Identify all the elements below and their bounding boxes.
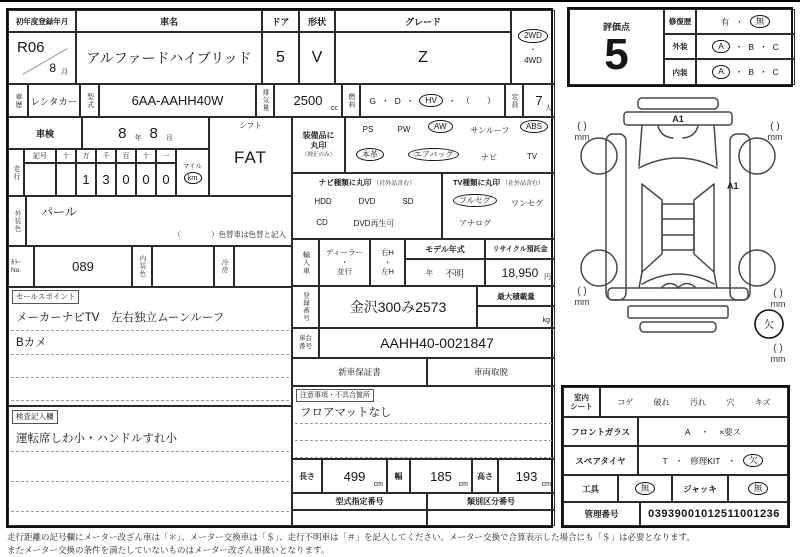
exterior-a-circled: A bbox=[712, 40, 730, 54]
warranty-cell: 新車保証書 bbox=[292, 358, 427, 386]
separator: ・ bbox=[734, 67, 744, 77]
payload-unit: kg bbox=[542, 317, 550, 324]
mm-unit-tr: mm bbox=[767, 132, 783, 142]
rear-bumper bbox=[628, 306, 728, 318]
seat-hole: 穴 bbox=[726, 397, 735, 407]
width-value: 185 bbox=[430, 468, 452, 484]
interior-c: C bbox=[772, 67, 779, 77]
seat-condition-items bbox=[600, 387, 788, 417]
recycle-deposit-label: リサイクル預託金 bbox=[485, 239, 555, 259]
measure-paren-tr: ( ) bbox=[770, 121, 780, 132]
displacement-label: 排気量 bbox=[256, 84, 274, 117]
import-car-label: 輸入車 bbox=[292, 239, 319, 286]
windshield-label: フロントガラス bbox=[563, 417, 638, 446]
model-year-value: 不明 bbox=[444, 268, 464, 280]
reg-year: R06 bbox=[17, 39, 45, 56]
equipment-label-2: 丸印 bbox=[310, 141, 327, 151]
mileage-digit-header: 百 bbox=[116, 149, 136, 163]
wheel-front-left bbox=[581, 138, 617, 174]
navi-dvd: DVD bbox=[358, 197, 376, 206]
car-damage-diagram bbox=[561, 92, 795, 384]
inspector-notes-tag: 検査記入欄 bbox=[12, 410, 58, 424]
import-parallel: 並行 bbox=[337, 267, 352, 277]
glass-replace: ×要ス bbox=[719, 426, 742, 437]
mileage-digit bbox=[56, 163, 76, 196]
reg-month: 8 bbox=[49, 61, 56, 75]
equipment-label-1: 装備品に bbox=[302, 131, 335, 141]
mm-unit-tl: mm bbox=[574, 132, 590, 142]
repair-no-circled: 無 bbox=[750, 15, 771, 29]
ac-value bbox=[234, 246, 292, 287]
car-name-value: アルファードハイブリッド bbox=[76, 32, 262, 84]
mileage-digit-header: 一 bbox=[156, 149, 176, 163]
dotted-line bbox=[295, 440, 552, 441]
fuel-value-cell bbox=[360, 84, 505, 117]
separator: ・ bbox=[383, 257, 392, 267]
color-no-label-1: ｶﾗｰ bbox=[11, 258, 21, 266]
capacity-value: 7 bbox=[535, 93, 543, 108]
interior-grade-label: 内装 bbox=[664, 59, 696, 85]
equip-aw-circled: AW bbox=[428, 120, 453, 133]
width-cell bbox=[410, 459, 472, 493]
score-cell bbox=[569, 9, 664, 85]
notes-block bbox=[292, 386, 555, 459]
windshield bbox=[639, 158, 717, 168]
equip-airbag-circled: エアバッグ bbox=[408, 148, 459, 161]
width-label: 幅 bbox=[387, 459, 410, 493]
fuel-option-g: G bbox=[369, 95, 377, 106]
type-designation-value bbox=[292, 510, 427, 526]
navi-hdd: HDD bbox=[314, 197, 332, 206]
repair-yes: 有 bbox=[720, 16, 730, 27]
spare-t: T bbox=[662, 455, 668, 466]
fuel-option-d: D bbox=[394, 95, 401, 106]
mileage-digit: 0 bbox=[136, 163, 156, 196]
hood-left-edge bbox=[639, 125, 642, 166]
navi-type-header-sub: （社外品含む） bbox=[373, 180, 416, 187]
dotted-line bbox=[11, 451, 289, 452]
left-windows bbox=[642, 184, 662, 272]
tv-type-cell bbox=[442, 173, 555, 239]
separator: ・ bbox=[700, 426, 710, 437]
door-value: 5 bbox=[262, 32, 299, 84]
navi-sd: SD bbox=[402, 197, 414, 206]
class-number-label: 類別区分番号 bbox=[427, 493, 555, 510]
dotted-line bbox=[11, 481, 289, 482]
roof-panel bbox=[662, 204, 694, 250]
mileage-label: 走行 bbox=[8, 149, 24, 196]
sales-point-tag: セールスポイント bbox=[12, 290, 79, 304]
height-label: 高さ bbox=[472, 459, 498, 493]
color-no-value: 089 bbox=[34, 246, 132, 287]
management-no-label: 管理番号 bbox=[563, 502, 640, 526]
dotted-line bbox=[11, 511, 289, 512]
fuel-label: 燃料 bbox=[342, 84, 360, 117]
sales-point-line1: メーカーナビTV 左右独立ムーンルーフ bbox=[16, 312, 225, 324]
notes-tag: 注意事項・不具合箇所 bbox=[296, 389, 374, 402]
sunroof-lines bbox=[662, 219, 694, 235]
exterior-c: C bbox=[772, 41, 779, 52]
height-cell bbox=[498, 459, 555, 493]
length-value: 499 bbox=[343, 468, 366, 484]
car-name-label: 車名 bbox=[76, 10, 262, 32]
interior-grade-value bbox=[696, 59, 795, 85]
wheel-front-right bbox=[739, 138, 775, 174]
registration-label: 登録番号 bbox=[292, 286, 319, 328]
drive-separator: ・ bbox=[529, 44, 537, 54]
mileage-digit-header: 十 bbox=[136, 149, 156, 163]
dotted-line bbox=[295, 423, 552, 424]
mileage-digit-header: 万 bbox=[76, 149, 96, 163]
repair-history-value bbox=[696, 9, 795, 34]
drive-4wd: 4WD bbox=[524, 55, 542, 65]
drive-type-cell bbox=[511, 10, 555, 84]
separator: ・ bbox=[734, 41, 744, 52]
left-handle: 左H bbox=[381, 267, 394, 277]
history-label: 車歴 bbox=[8, 84, 28, 117]
seat-label-1: 室内 bbox=[574, 393, 589, 402]
separator: ・ bbox=[381, 95, 390, 106]
navi-type-header: ナビ種類に丸印 bbox=[318, 177, 372, 187]
mm-unit-br: mm bbox=[770, 299, 786, 309]
body-color-value: パール bbox=[41, 205, 77, 219]
rear-window bbox=[642, 274, 714, 284]
equip-abs-circled: ABS bbox=[520, 120, 548, 133]
class-number-value bbox=[427, 510, 555, 526]
recycle-deposit-value: 18,950 bbox=[501, 265, 539, 280]
separator: ・ bbox=[448, 95, 457, 106]
door-label: ドア bbox=[262, 10, 299, 32]
shift-label: シフト bbox=[239, 120, 262, 130]
shaken-label: 車検 bbox=[8, 117, 82, 149]
registration-value: 金沢300み2573 bbox=[319, 286, 477, 328]
inspector-notes-block bbox=[8, 406, 292, 526]
recycle-deposit-unit: 円 bbox=[544, 274, 551, 281]
exterior-grade-value bbox=[696, 34, 795, 59]
capacity-label: 定員 bbox=[505, 84, 523, 117]
measure-paren-tl: ( ) bbox=[577, 121, 587, 132]
tv-oneseg: ワンセグ bbox=[511, 199, 543, 208]
mileage-digit: 1 bbox=[76, 163, 96, 196]
grade-label: グレード bbox=[335, 10, 511, 32]
separator: ・ bbox=[759, 67, 768, 77]
fuel-paren: （ ） bbox=[461, 95, 496, 106]
first-registration-label: 初年度登録年月 bbox=[8, 10, 76, 32]
shaken-month: 8 bbox=[149, 124, 158, 142]
first-registration-value bbox=[8, 32, 76, 84]
equip-pw: PW bbox=[397, 125, 411, 134]
wheel-rear-right bbox=[739, 250, 775, 286]
tv-type-header: TV種類に丸印 bbox=[452, 177, 501, 187]
handover-cell: 車両取脱 bbox=[427, 358, 555, 386]
navi-type-cell bbox=[292, 173, 442, 239]
body-color-label: 外装色 bbox=[8, 196, 26, 246]
front-corner-left bbox=[658, 126, 673, 138]
missing-mark: 欠 bbox=[764, 320, 774, 331]
separator: ・ bbox=[340, 257, 349, 267]
height-unit: cm bbox=[541, 481, 551, 488]
capacity-cell bbox=[523, 84, 555, 117]
inspector-notes-line1: 運転席しわ小・ハンドルすれ小 bbox=[16, 433, 177, 445]
reg-month-unit: 月 bbox=[61, 69, 68, 76]
separator: ・ bbox=[735, 16, 744, 27]
spare-repair-kit: 修理KIT bbox=[690, 455, 721, 466]
tv-type-header-sub: （社外品含む） bbox=[502, 180, 545, 187]
height-value: 193 bbox=[515, 468, 538, 484]
notes-line1: フロアマットなし bbox=[300, 407, 392, 419]
length-label: 長さ bbox=[292, 459, 322, 493]
dotted-line bbox=[295, 457, 552, 458]
length-cell bbox=[322, 459, 387, 493]
length-unit: cm bbox=[373, 481, 383, 488]
model-code-label: 型式 bbox=[80, 84, 99, 117]
equip-leather-circled: 本革 bbox=[356, 148, 384, 161]
score-table bbox=[567, 7, 793, 87]
interior-b: B bbox=[748, 67, 755, 77]
glass-a: A bbox=[684, 426, 691, 437]
footer-note-line1: 走行距離の記号欄にメーター改ざん車は「＊」、メーター交換車は「＄」、走行不明車は「＃」を記入してください。メーター交換で合算表示した場合にも「＄」は必要となります。 bbox=[7, 532, 695, 542]
width-unit: cm bbox=[458, 481, 468, 488]
dotted-line bbox=[11, 330, 289, 331]
top-rule bbox=[0, 0, 800, 2]
exterior-b: B bbox=[748, 41, 755, 52]
footer-note-line2: またメーター交換の条件を満たしていないものはメーター改ざん車扱いとなります。 bbox=[7, 545, 330, 555]
jack-label: ジャッキ bbox=[672, 475, 728, 502]
repair-history-label: 修復歴 bbox=[664, 9, 696, 34]
tools-none-circled: 無 bbox=[635, 482, 656, 496]
spare-missing-circled: 欠 bbox=[743, 454, 764, 468]
measure-paren-bl: ( ) bbox=[577, 286, 587, 297]
interior-color-value bbox=[152, 246, 214, 287]
displacement-value-cell bbox=[274, 84, 342, 117]
tools-label: 工具 bbox=[563, 475, 618, 502]
shaken-year: 8 bbox=[118, 124, 127, 142]
model-year-label: モデル年式 bbox=[405, 239, 485, 259]
chassis-value: AAHH40-0021847 bbox=[319, 328, 555, 358]
payload-label: 最大積載量 bbox=[477, 286, 555, 306]
displacement-unit: cc bbox=[331, 105, 338, 112]
mileage-digit: 0 bbox=[156, 163, 176, 196]
mm-unit-missing: mm bbox=[770, 354, 786, 364]
hood-right-edge bbox=[714, 125, 717, 166]
mileage-digit: 3 bbox=[96, 163, 116, 196]
jack-value bbox=[728, 475, 788, 502]
measure-paren-br: ( ) bbox=[773, 288, 783, 299]
seat-tear: 破れ bbox=[653, 397, 670, 407]
measure-paren-missing: ( ) bbox=[773, 343, 783, 354]
score-value: 5 bbox=[604, 29, 629, 79]
sales-point-block bbox=[8, 287, 292, 406]
navi-cd: CD bbox=[316, 218, 328, 227]
grade-value: Z bbox=[335, 32, 511, 84]
shaken-value-cell bbox=[82, 117, 209, 149]
front-bumper-upper bbox=[638, 98, 718, 109]
mile-label: マイル bbox=[182, 162, 203, 170]
history-value: レンタカー bbox=[28, 84, 80, 117]
main-table bbox=[6, 8, 553, 528]
a1-front-label: A1 bbox=[672, 114, 684, 124]
shape-value: V bbox=[299, 32, 335, 84]
equip-tv: TV bbox=[526, 152, 538, 161]
windshield-value bbox=[638, 417, 788, 446]
right-handle: 右H bbox=[381, 248, 394, 258]
shape-label: 形状 bbox=[299, 10, 335, 32]
dotted-line bbox=[11, 377, 289, 378]
seat-burn: コゲ bbox=[617, 397, 634, 407]
dotted-line bbox=[11, 400, 289, 401]
import-dealer: ディーラー bbox=[326, 248, 363, 258]
rear-bumper-lower bbox=[640, 322, 716, 332]
tv-fullseg-circled: フルセグ bbox=[453, 194, 497, 207]
body-color-cell bbox=[26, 196, 292, 246]
handle-side-cell bbox=[370, 239, 405, 286]
displacement-value: 2500 bbox=[293, 93, 323, 108]
km-unit-circled: km bbox=[184, 172, 202, 185]
shift-cell bbox=[209, 117, 292, 196]
mileage-digit: 0 bbox=[116, 163, 136, 196]
model-year-unit: 年 bbox=[425, 269, 433, 277]
equip-sunroof: サンルーフ bbox=[470, 126, 510, 135]
seat-label bbox=[563, 387, 600, 417]
chassis-label bbox=[292, 328, 319, 358]
interior-color-label: 内装色 bbox=[132, 246, 152, 287]
color-no-label bbox=[8, 246, 34, 287]
tv-analog: アナログ bbox=[459, 219, 491, 228]
separator: ・ bbox=[759, 41, 768, 52]
rear-shelf bbox=[608, 288, 748, 300]
dotted-line bbox=[11, 354, 289, 355]
chassis-label-2: 番号 bbox=[299, 343, 312, 350]
management-no-value: 03939001012511001236 bbox=[640, 502, 788, 526]
color-no-label-2: No. bbox=[11, 266, 22, 274]
payload-value-cell bbox=[477, 306, 555, 328]
sales-point-line2: Bカメ bbox=[16, 337, 47, 349]
a1-right-label: A1 bbox=[727, 181, 739, 191]
mileage-digit-header: 十 bbox=[56, 149, 76, 163]
recycle-deposit-cell bbox=[485, 259, 555, 286]
seat-stain: 汚れ bbox=[690, 397, 707, 407]
exterior-grade-label: 外装 bbox=[664, 34, 696, 59]
score-label: 評価点 bbox=[602, 21, 630, 32]
separator: ・ bbox=[727, 455, 736, 466]
jack-none-circled: 無 bbox=[748, 482, 769, 496]
equip-ps: PS bbox=[362, 125, 374, 134]
separator: ・ bbox=[674, 455, 684, 466]
fuel-option-hv-circled: HV bbox=[419, 94, 443, 108]
condition-table bbox=[561, 385, 790, 528]
spare-tire-value bbox=[638, 446, 788, 475]
ac-label: 冷房 bbox=[214, 246, 234, 287]
chassis-label-1: 車台 bbox=[299, 335, 312, 343]
shaken-year-unit: 年 bbox=[134, 134, 142, 142]
wheel-rear-left bbox=[581, 250, 617, 286]
equip-navi: ナビ bbox=[481, 153, 497, 162]
seat-label-2: シート bbox=[570, 402, 593, 411]
capacity-unit: 人 bbox=[545, 105, 552, 112]
right-windows bbox=[694, 184, 714, 272]
equipment-items bbox=[345, 117, 555, 173]
equipment-label-3: （純正のみ） bbox=[301, 151, 335, 158]
tools-value bbox=[618, 475, 672, 502]
spare-tire-label: スペアタイヤ bbox=[563, 446, 638, 475]
type-designation-label: 型式指定番号 bbox=[292, 493, 427, 510]
front-corner-right bbox=[683, 126, 698, 138]
mm-unit-bl: mm bbox=[574, 297, 590, 307]
model-year-value-cell bbox=[405, 259, 485, 286]
shaken-month-unit: 月 bbox=[165, 134, 173, 142]
mileage-digit-header: 千 bbox=[96, 149, 116, 163]
equipment-label bbox=[292, 117, 345, 173]
model-code-value: 6AA-AAHH40W bbox=[99, 84, 256, 117]
body-color-note: （ ）色替車は色替と記入 bbox=[173, 230, 286, 239]
mileage-sign-value bbox=[24, 163, 56, 196]
mileage-unit-cell bbox=[176, 149, 209, 196]
import-dealer-cell bbox=[319, 239, 370, 286]
interior-a-circled: A bbox=[712, 65, 730, 79]
separator: ・ bbox=[405, 95, 415, 106]
navi-dvd-play: DVD再生可 bbox=[353, 219, 395, 228]
shift-value: FAT bbox=[234, 148, 267, 167]
drive-2wd-circled: 2WD bbox=[518, 29, 548, 42]
mileage-sign-header: 記号 bbox=[24, 149, 56, 163]
seat-scratch: キズ bbox=[754, 397, 771, 407]
